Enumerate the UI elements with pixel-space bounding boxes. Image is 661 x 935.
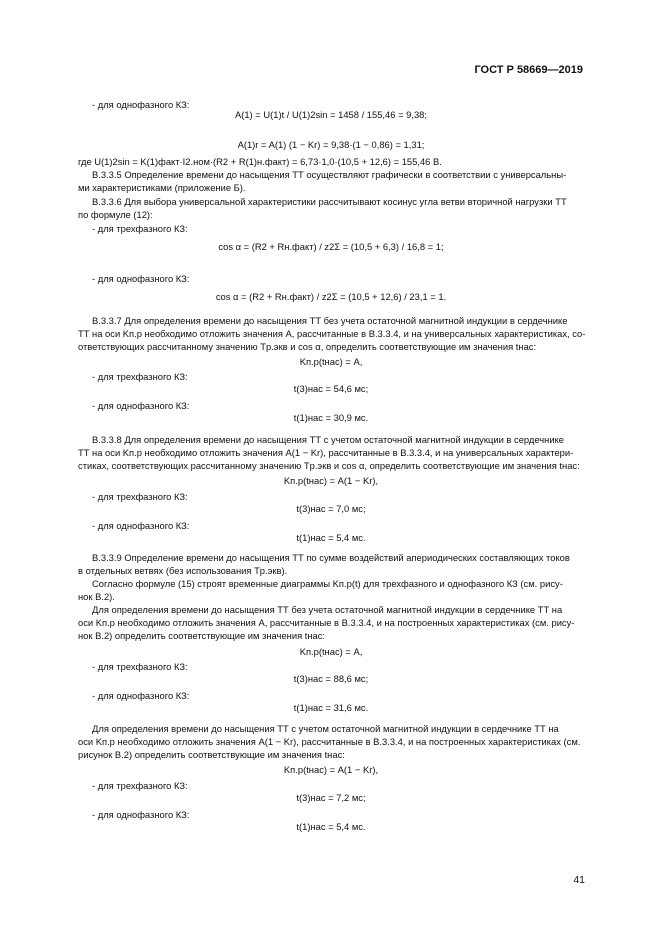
equation: t(3)нас = 7,2 мс; <box>296 792 366 803</box>
document-header: ГОСТ Р 58669—2019 <box>474 64 583 76</box>
text-line: рисунок В.2) определить соответствующие им значения tнас: <box>78 749 345 760</box>
text-line: оси Kп.р необходимо отложить значения A(1 − Kr), рассчитанные в В.3.3.4, и на построенных характеристиках (см. <box>78 736 581 747</box>
text-line: ми характеристиками (приложение Б). <box>78 182 246 193</box>
text-line: где U(1)2sin = K(1)факт·I2.ном·(R2 + R(1)н.факт) = 6,73·1,0·(10,5 + 12,6) = 155,46 В. <box>78 156 442 167</box>
text-line: Для определения времени до насыщения ТТ без учета остаточной магнитной индукции в сердечнике ТТ на <box>92 604 563 615</box>
text-line: Согласно формуле (15) строят временные диаграммы Kп.р(t) для трехфазного и однофазного КЗ (см. рису- <box>92 578 563 589</box>
text-line: - для однофазного КЗ: <box>92 690 190 701</box>
text-line: - для однофазного КЗ: <box>92 400 190 411</box>
equation: Kп.р(tнас) = A, <box>299 356 363 367</box>
equation: t(1)нас = 30,9 мс. <box>293 412 369 423</box>
text-line: - для однофазного КЗ: <box>92 99 190 110</box>
text-line: по формуле (12): <box>78 209 153 220</box>
equation: cos α = (R2 + Rн.факт) / z2Σ = (10,5 + 6,3) / 16,8 = 1; <box>218 241 444 252</box>
text-line: - для трехфазного КЗ: <box>92 491 188 502</box>
text-line: ТТ на оси Kп.р необходимо отложить значения A(1 − Kr), рассчитанные в В.3.3.4, и на универсальных характери- <box>78 447 574 458</box>
equation: A(1) = U(1)t / U(1)2sin = 1458 / 155,46 = 9,38; <box>234 109 428 120</box>
text-line: - для однофазного КЗ: <box>92 273 190 284</box>
equation: t(3)нас = 54,6 мс; <box>293 383 369 394</box>
text-line: нок В.2) определить соответствующие им значения tнас: <box>78 630 326 641</box>
equation: Kп.р(tнас) = A, <box>299 646 363 657</box>
text-line: в отдельных ветвях (без использования Tр.экв). <box>78 565 288 576</box>
text-line: - для трехфазного КЗ: <box>92 661 188 672</box>
equation: Kп.р(tнас) = A(1 − Kr), <box>283 764 379 775</box>
text-line: - для трехфазного КЗ: <box>92 223 188 234</box>
page-number: 41 <box>573 874 585 886</box>
equation: t(1)нас = 31,6 мс. <box>293 702 369 713</box>
text-line: В.3.3.6 Для выбора универсальной характеристики рассчитывают косинус угла ветви вторичной нагрузки ТТ <box>92 196 567 207</box>
equation: Kп.р(tнас) = A(1 − Kr), <box>283 475 379 486</box>
text-line: - для трехфазного КЗ: <box>92 780 188 791</box>
text-line: В.3.3.5 Определение времени до насыщения ТТ осуществляют графически в соответствии с универсальны- <box>92 169 567 180</box>
text-line: ответствующих рассчитанному значению Tр.экв и cos α, определить соответствующие им значения tнас: <box>78 341 537 352</box>
equation: t(1)нас = 5,4 мс. <box>296 821 366 832</box>
text-line: В.3.3.9 Определение времени до насыщения ТТ по сумме воздействий апериодических составляющих токов <box>92 552 570 563</box>
text-line: - для однофазного КЗ: <box>92 520 190 531</box>
equation: t(3)нас = 88,6 мс; <box>293 673 369 684</box>
text-line: ТТ на оси Kп.р необходимо отложить значения A, рассчитанные в В.3.3.4, и на универсальных характеристиках, со- <box>78 328 586 339</box>
text-line: стиках, соответствующих рассчитанному значению Tр.экв и cos α, определить соответствующие им значения tнас: <box>78 460 580 471</box>
text-line: нок В.2). <box>78 591 115 602</box>
text-line: В.3.3.8 Для определения времени до насыщения ТТ с учетом остаточной магнитной индукции в сердечнике <box>92 434 564 445</box>
equation: cos α = (R2 + Rн.факт) / z2Σ = (10,5 + 12,6) / 23,1 = 1. <box>215 291 447 302</box>
equation: t(1)нас = 5,4 мс. <box>296 532 366 543</box>
text-line: оси Kп.р необходимо отложить значения A, рассчитанные в В.3.3.4, и на построенных характеристиках (см. рису- <box>78 617 575 628</box>
text-line: В.3.3.7 Для определения времени до насыщения ТТ без учета остаточной магнитной индукции в сердечнике <box>92 315 568 326</box>
equation: A(1)r = A(1) (1 − Kr) = 9,38·(1 − 0,86) = 1,31; <box>237 139 425 150</box>
text-line: - для однофазного КЗ: <box>92 809 190 820</box>
equation: t(3)нас = 7,0 мс; <box>296 503 366 514</box>
text-line: Для определения времени до насыщения ТТ с учетом остаточной магнитной индукции в сердечнике ТТ на <box>92 723 559 734</box>
text-line: - для трехфазного КЗ: <box>92 371 188 382</box>
